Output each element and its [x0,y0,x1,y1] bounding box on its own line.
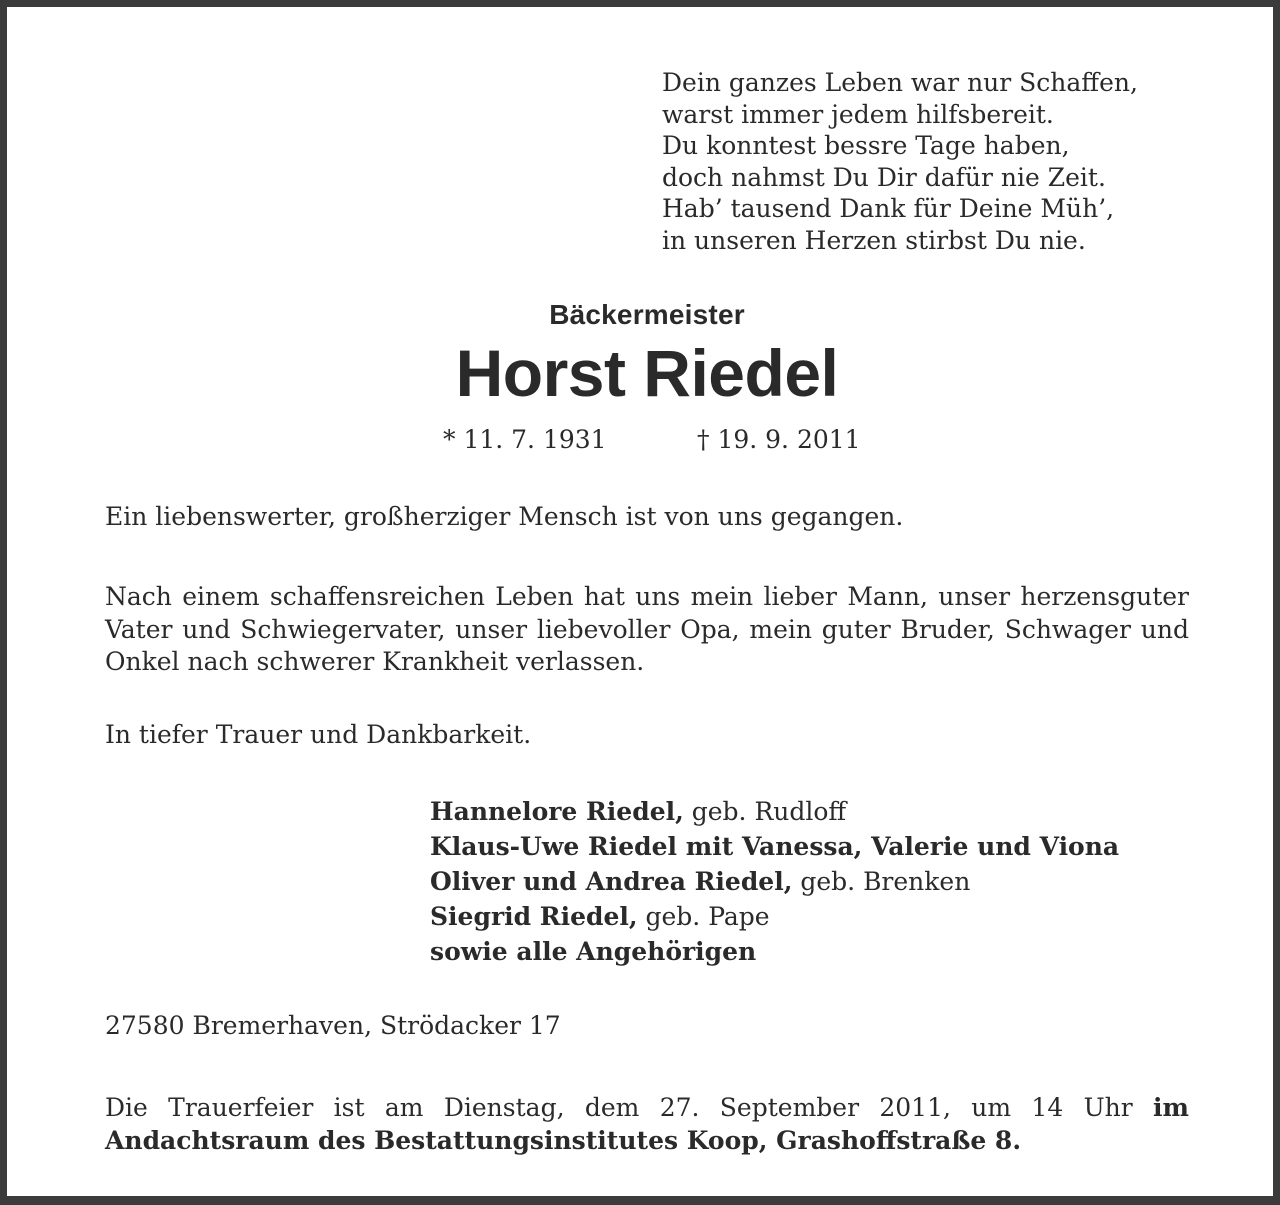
poem-line: in unseren Herzen stirbst Du nie. [662,225,1086,255]
mourner-note: geb. Brenken [792,867,971,896]
funeral-notice [105,1091,1189,1157]
mourner-row [430,794,1119,829]
mourner-row [430,899,1119,934]
main-paragraph: Nach einem schaffensreichen Leben hat uns mein lieber Mann, unser herzensguter Vater und Schwiegervater, unser liebevoller Opa, mein guter Bruder, Schwager und Onkel nach schwerer Krankheit verlassen. [105,582,1189,676]
mourner-name: sowie alle Angehörigen [430,937,757,966]
mourner-name: Oliver und Andrea Riedel, [430,867,793,896]
mourner-row [430,864,1119,899]
mourner-row [430,934,1119,969]
family-address: 27580 Bremerhaven, Strödacker 17 [105,1011,561,1040]
mourner-name: Siegrid Riedel, [430,902,638,931]
mourners-list [430,794,1119,969]
birth-date: * 11. 7. 1931 [443,425,607,454]
mourner-name: Hannelore Riedel, [430,797,684,826]
mourner-row [430,829,1119,864]
deceased-name: Horst Riedel [455,336,839,410]
death-date: † 19. 9. 2011 [697,425,861,454]
poem-line: Du konntest bessre Tage haben, [662,131,1070,160]
funeral-time: Die Trauerfeier ist am Dienstag, dem 27. September 2011, um 14 Uhr [105,1093,1154,1122]
mourning-paragraph: In tiefer Trauer und Dankbarkeit. [105,720,532,749]
mourner-name: Klaus-Uwe Riedel mit Vanessa, Valerie und Viona [430,832,1120,861]
memorial-poem [662,67,1138,256]
funeral-location: im Andachtsraum des Bestattungsinstitutes Koop, Grashoffstraße 8. [105,1093,1189,1155]
poem-line: warst immer jedem hilfsbereit. [662,99,1054,129]
poem-line: Hab’ tausend Dank für Deine Müh’, [662,194,1115,223]
deceased-profession: Bäckermeister [549,299,745,330]
mourner-note: geb. Rudloff [683,797,847,826]
mourner-note: geb. Pape [637,902,770,931]
intro-paragraph: Ein liebenswerter, großherziger Mensch ist von uns gegangen. [105,502,904,531]
poem-line: Dein ganzes Leben war nur Schaffen, [662,68,1138,97]
poem-line: doch nahmst Du Dir dafür nie Zeit. [662,162,1106,192]
